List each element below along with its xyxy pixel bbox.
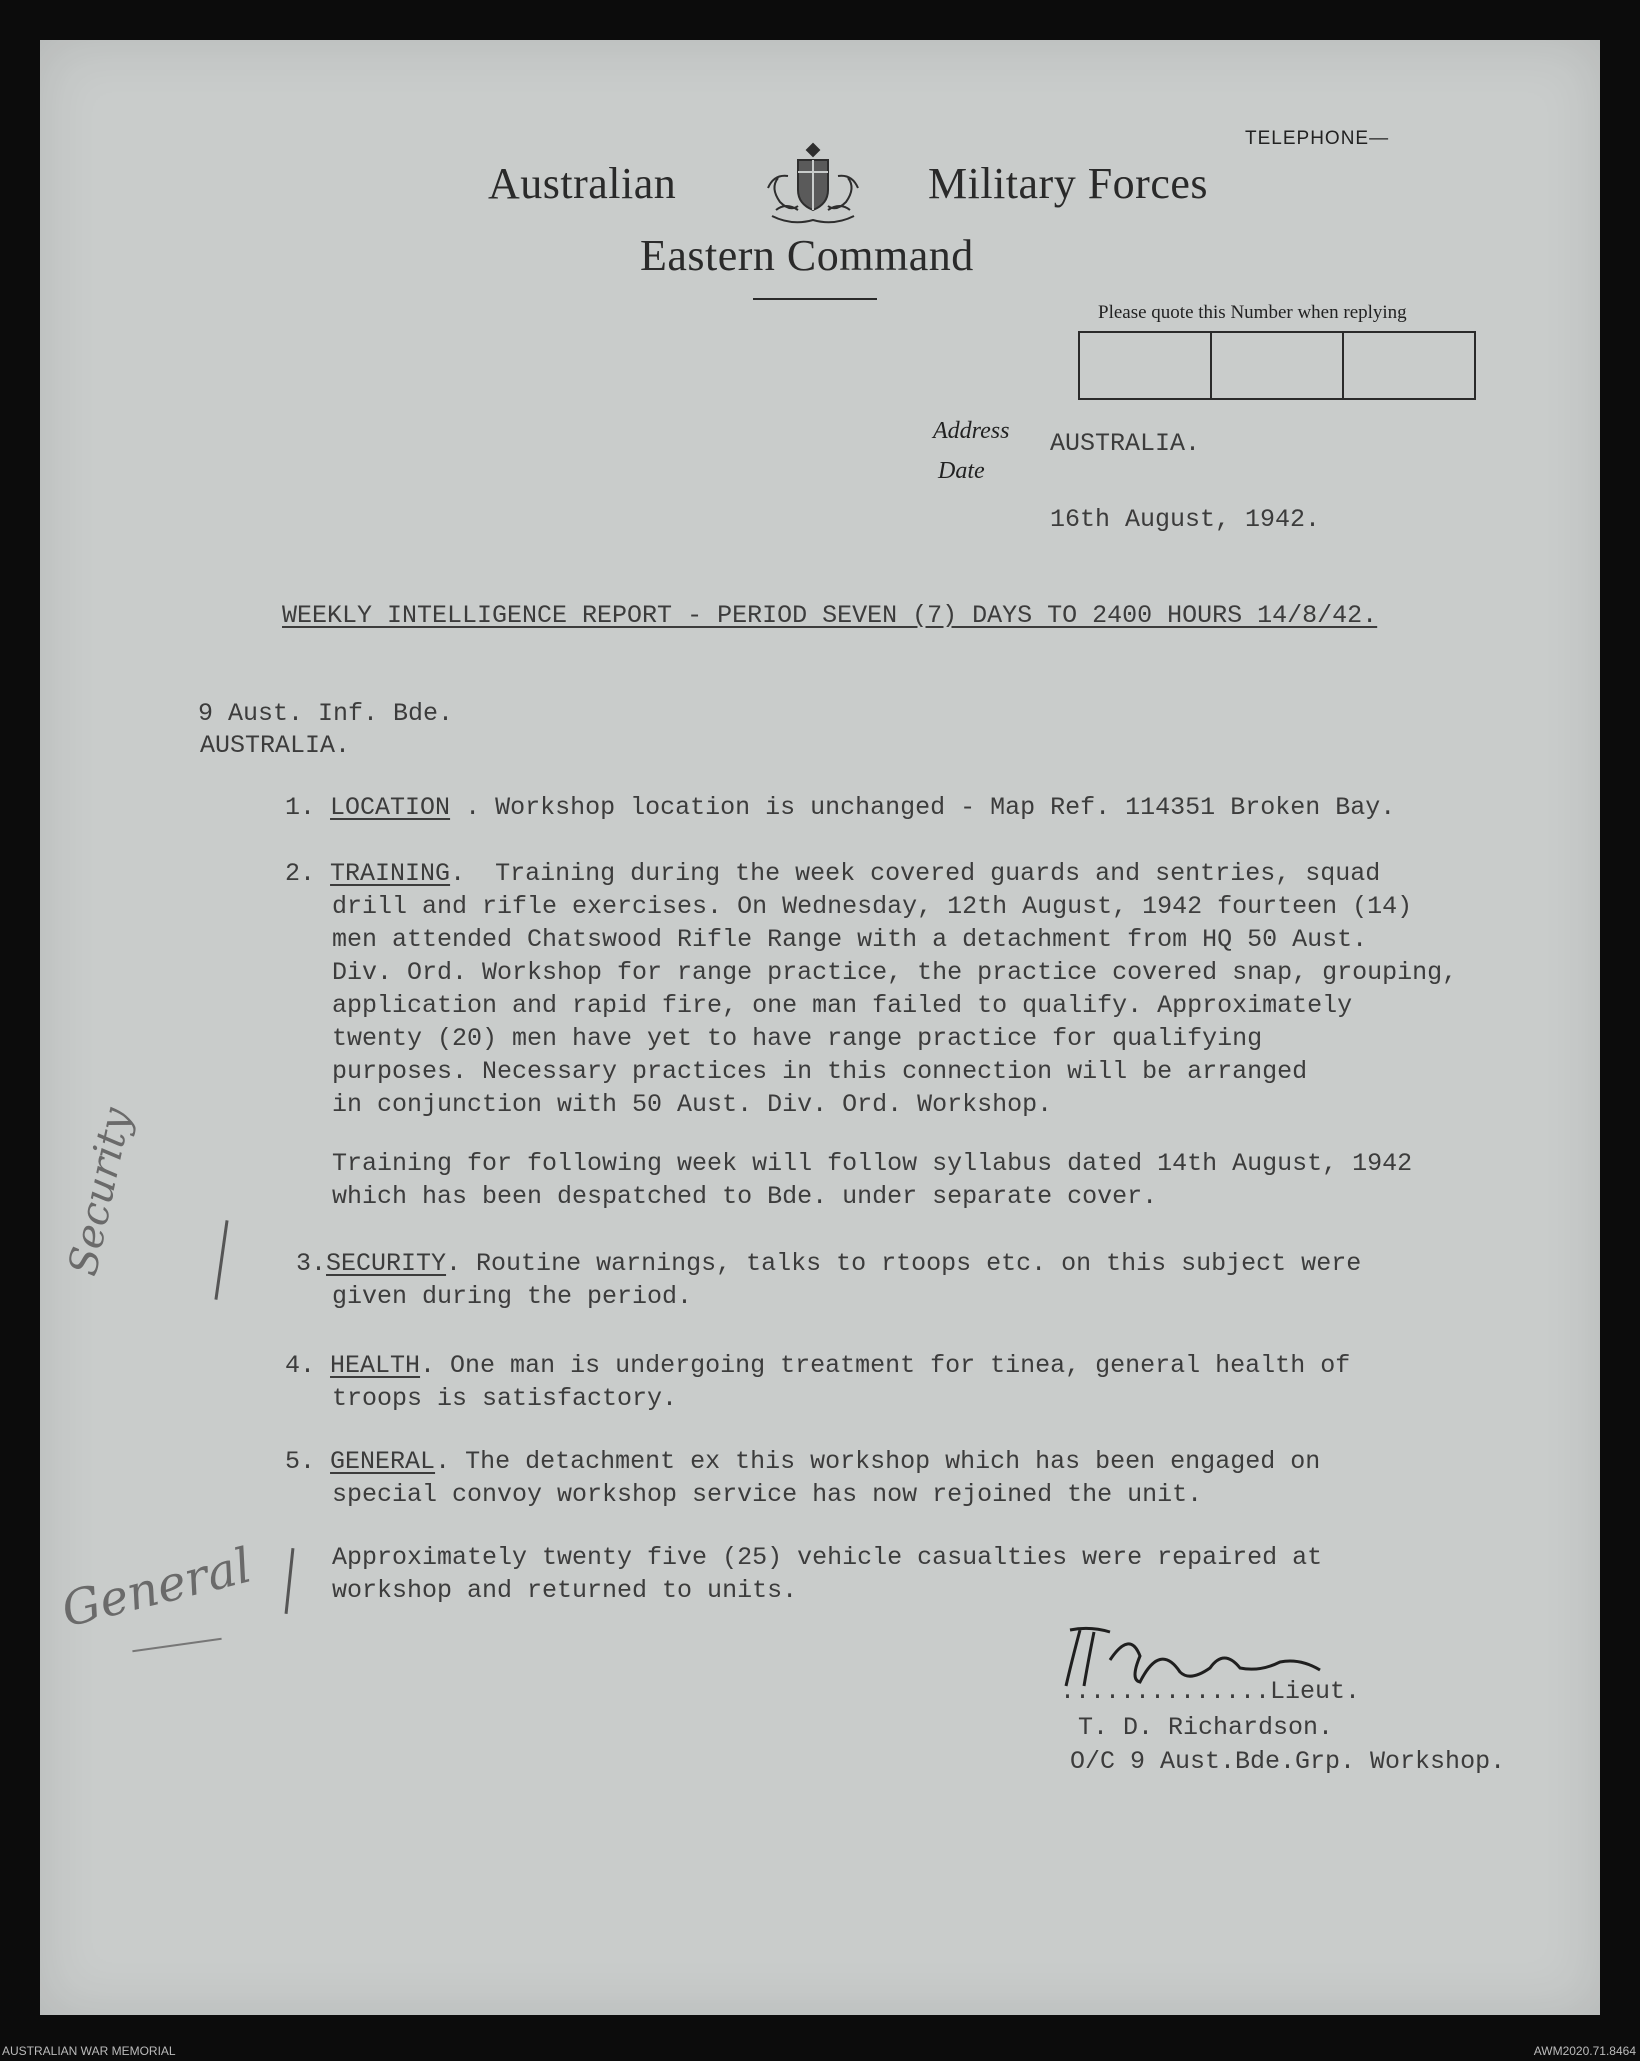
item-2-line: drill and rifle exercises. On Wednesday, 12th August, 1942 fourteen (14)	[332, 892, 1413, 921]
item-1	[285, 792, 1395, 824]
coat-of-arms-icon	[758, 138, 868, 238]
item-text: . The detachment ex this workshop which has been engaged on	[435, 1447, 1321, 1476]
item-number: 3.	[296, 1249, 327, 1278]
address-value: AUSTRALIA.	[1050, 429, 1201, 458]
item-2-line: Div. Ord. Workshop for range practice, the practice covered snap, grouping,	[332, 958, 1458, 987]
item-4	[285, 1350, 1350, 1382]
margin-note-security: Security	[60, 1103, 141, 1280]
recipient-line-2: AUSTRALIA.	[200, 731, 351, 760]
margin-mark	[285, 1548, 295, 1614]
item-heading: SECURITY	[326, 1249, 447, 1278]
general-followup-line: Approximately twenty five (25) vehicle casualties were repaired at	[332, 1543, 1323, 1572]
item-text: . Workshop location is unchanged - Map Ref. 114351 Broken Bay.	[450, 793, 1396, 822]
item-text: . Routine warnings, talks to rtoops etc. on this subject were	[446, 1249, 1362, 1278]
address-label: Address	[933, 418, 1010, 444]
document-page	[40, 40, 1600, 2015]
recipient-line-1: 9 Aust. Inf. Bde.	[198, 699, 454, 728]
item-heading: HEALTH	[330, 1351, 421, 1380]
footer-left-label: AUSTRALIAN WAR MEMORIAL	[2, 2044, 176, 2058]
item-heading: GENERAL	[330, 1447, 436, 1476]
signatory-name: T. D. Richardson.	[1078, 1713, 1334, 1742]
reference-box-divider	[1210, 333, 1212, 398]
item-number: 4.	[285, 1351, 316, 1380]
date-label: Date	[938, 458, 985, 484]
margin-note-general: General	[56, 1537, 257, 1639]
letterhead-rule	[753, 298, 877, 300]
item-5	[285, 1446, 1320, 1478]
item-text: . Training during the week covered guards and sentries, squad	[450, 859, 1381, 888]
item-text: . One man is undergoing treatment for tinea, general health of	[420, 1351, 1351, 1380]
telephone-label: TELEPHONE—	[1245, 128, 1390, 149]
margin-mark	[214, 1220, 228, 1300]
item-2-line: twenty (20) men have yet to have range practice for qualifying	[332, 1024, 1263, 1053]
item-4-line: troops is satisfactory.	[332, 1384, 678, 1413]
item-2-line: application and rapid fire, one man failed to qualify. Approximately	[332, 991, 1353, 1020]
item-2	[285, 858, 1380, 890]
item-2-line: men attended Chatswood Rifle Range with a detachment from HQ 50 Aust.	[332, 925, 1368, 954]
general-followup-line: workshop and returned to units.	[332, 1576, 798, 1605]
reference-box-divider	[1342, 333, 1344, 398]
reference-number-box	[1078, 331, 1476, 400]
item-heading: LOCATION	[330, 793, 451, 822]
training-followup-line: which has been despatched to Bde. under separate cover.	[332, 1182, 1158, 1211]
item-5-line: special convoy workshop service has now rejoined the unit.	[332, 1480, 1203, 1509]
letterhead-left-title: Australian	[488, 159, 677, 208]
report-title: WEEKLY INTELLIGENCE REPORT - PERIOD SEVEN (7) DAYS TO 2400 HOURS 14/8/42.	[282, 601, 1378, 630]
item-number: 5.	[285, 1447, 316, 1476]
item-heading: TRAINING	[330, 859, 451, 888]
item-3-line: given during the period.	[332, 1282, 693, 1311]
item-2-line: purposes. Necessary practices in this connection will be arranged	[332, 1057, 1308, 1086]
letterhead-right-title: Military Forces	[928, 159, 1209, 208]
item-number: 1.	[285, 793, 316, 822]
date-value: 16th August, 1942.	[1050, 505, 1321, 534]
footer-right-label: AWM2020.71.8464	[1533, 2044, 1636, 2058]
item-2-line: in conjunction with 50 Aust. Div. Ord. Workshop.	[332, 1090, 1053, 1119]
item-number: 2.	[285, 859, 316, 888]
quote-number-label: Please quote this Number when replying	[1098, 302, 1407, 323]
signature-rank-line: ..............Lieut.	[1060, 1677, 1361, 1706]
training-followup-line: Training for following week will follow syllabus dated 14th August, 1942	[332, 1149, 1413, 1178]
signatory-title: O/C 9 Aust.Bde.Grp. Workshop.	[1070, 1747, 1506, 1776]
letterhead-subtitle: Eastern Command	[640, 231, 974, 280]
item-3	[296, 1248, 1361, 1280]
margin-underline	[132, 1638, 221, 1653]
